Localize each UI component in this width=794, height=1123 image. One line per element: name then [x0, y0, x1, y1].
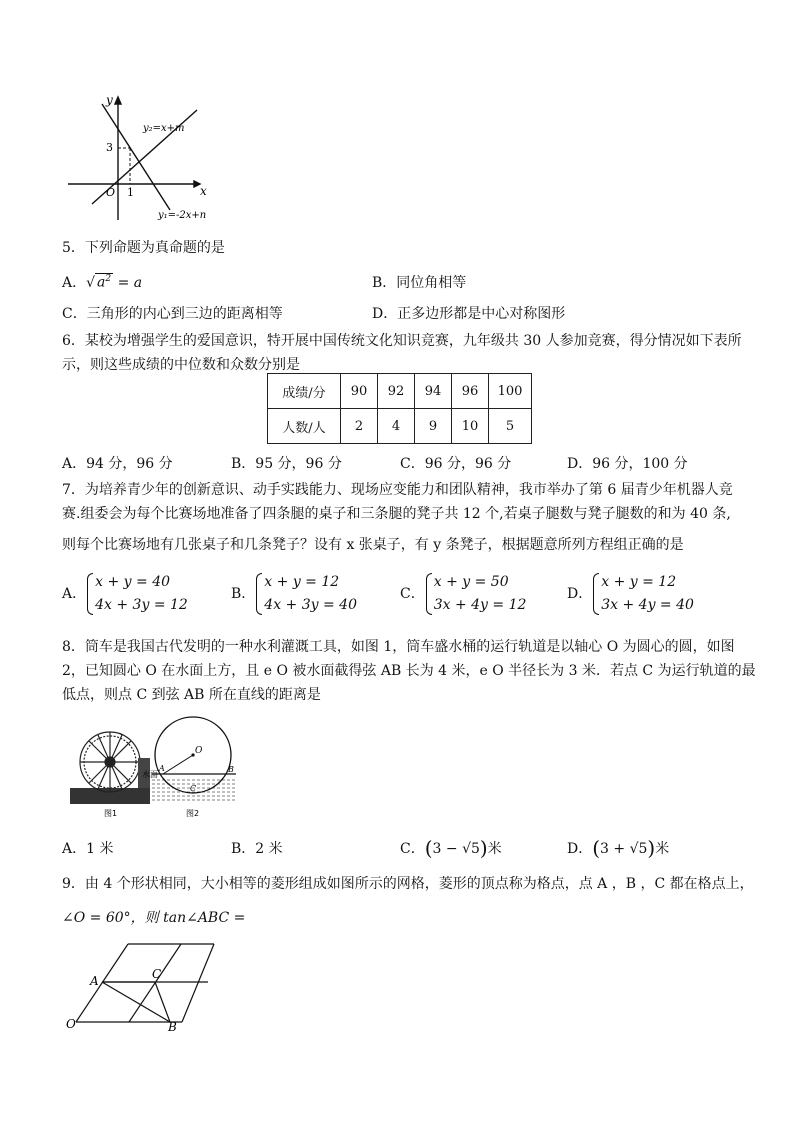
q5-option-b[interactable]: B．同位角相等 — [372, 275, 467, 291]
segment-CB — [155, 982, 170, 1022]
q8-option-a[interactable]: A．1 米 — [62, 841, 114, 857]
equation-system: x + y = 50 3x + 4y = 12 — [425, 571, 527, 617]
equation-system: x + y = 12 3x + 4y = 40 — [592, 571, 694, 617]
option-label: A． — [62, 275, 87, 291]
q9-line2: ∠O = 60°，则 tan∠ABC = — [62, 910, 246, 926]
q5-option-a[interactable]: A．√ $a^2 = a$ — [62, 274, 143, 291]
q9-rhombus-grid — [62, 940, 222, 1032]
table-cell: 94 — [415, 374, 452, 409]
q5-option-c[interactable]: C．三角形的内心到三边的距离相等 — [62, 306, 283, 322]
y-axis-label: y — [106, 93, 113, 107]
option-label: D． — [567, 586, 593, 602]
q6-option-b[interactable]: B．95 分，96 分 — [231, 456, 342, 472]
sqrt-radicand: $a^2$ — [97, 274, 112, 291]
q7-option-d[interactable] — [567, 571, 694, 617]
q7-line1: 7．为培养青少年的创新意识、动手实践能力、现场应变能力和团队精神，我市举办了第 6 届青少年机器人竞 — [62, 482, 733, 498]
q5-stem: 5．下列命题为真命题的是 — [62, 240, 225, 256]
table-header: 成绩/分 — [268, 374, 341, 409]
q6-line2: 示，则这些成绩的中位数和众数分别是 — [62, 357, 300, 373]
q8-line1: 8．筒车是我国古代发明的一种水利灌溉工具，如图 1，筒车盛水桶的运行轨道是以轴心 O 为圆心的圆，如图 — [62, 639, 735, 655]
q8-option-c[interactable]: C．(3 − √5)米 — [400, 836, 502, 860]
q4-line-graph — [62, 92, 222, 222]
table-header: 人数/人 — [268, 409, 341, 444]
table-row — [268, 374, 532, 409]
table-cell: 92 — [378, 374, 415, 409]
q8-option-b[interactable]: B．2 米 — [231, 841, 283, 857]
x-axis-label: x — [200, 184, 207, 198]
radius-OA — [163, 755, 193, 774]
table-cell: 2 — [341, 409, 378, 444]
q8-figures — [68, 710, 248, 822]
q6-line1: 6．某校为增强学生的爱国意识，特开展中国传统文化知识竞赛，九年级共 30 人参加竞赛，得分情况如下表所 — [62, 333, 742, 349]
q8-line2: 2，已知圆心 O 在水面上方，且 e O 被水面截得弦 AB 长为 4 米，e O 半径长为 3 米．若点 C 为运行轨道的最 — [62, 663, 756, 679]
label-C: C — [190, 784, 197, 793]
option-label: A． — [62, 586, 87, 602]
label-B: B — [168, 1020, 177, 1032]
y2-label: y₂=x+m — [143, 123, 185, 134]
q7-line3: 则每个比赛场地有几张桌子和几条凳子？设有 x 张桌子，有 y 条凳子，根据题意所列方程组正确的是 — [62, 537, 684, 553]
table-cell: 100 — [489, 374, 532, 409]
q7-option-b[interactable] — [231, 571, 357, 617]
tick-3: 3 — [106, 141, 113, 154]
label-B: B — [228, 765, 234, 774]
q6-option-d[interactable]: D．96 分，100 分 — [567, 456, 688, 472]
table-cell: 4 — [378, 409, 415, 444]
label-A: A — [159, 764, 165, 773]
table-cell: 96 — [452, 374, 489, 409]
equation-system: x + y = 12 4x + 3y = 40 — [255, 571, 357, 617]
origin-label: O — [106, 186, 116, 199]
y1-label: y₁=-2x+n — [158, 210, 207, 221]
q6-score-table — [267, 373, 532, 444]
q8-line3: 低点，则点 C 到弦 AB 所在直线的距离是 — [62, 687, 321, 703]
table-row — [268, 409, 532, 444]
q7-line2: 赛.组委会为每个比赛场地准备了四条腿的桌子和三条腿的凳子共 12 个,若桌子腿数与凳子腿数的和为 40 条, — [62, 506, 731, 522]
fig1-water-wheel — [80, 732, 140, 792]
table-cell: 90 — [341, 374, 378, 409]
q7-option-c[interactable] — [400, 571, 526, 617]
expression: 3 + √5 — [600, 841, 648, 857]
expression: 3 − √5 — [432, 841, 480, 857]
segment-AB — [102, 982, 170, 1022]
q7-option-a[interactable] — [62, 571, 188, 617]
label-A: A — [90, 974, 99, 988]
q5-option-d[interactable]: D．正多边形都是中心对称图形 — [372, 306, 566, 322]
option-label: B． — [231, 586, 256, 602]
label-O: O — [195, 746, 203, 756]
option-label: C． — [400, 841, 425, 857]
tick-1: 1 — [127, 186, 134, 199]
unit: 米 — [655, 841, 670, 857]
fig1-caption: 图1 — [104, 809, 118, 818]
option-label: D． — [567, 841, 593, 857]
q8-option-d[interactable]: D．(3 + √5)米 — [567, 836, 670, 860]
q9-line1: 9．由 4 个形状相同，大小相等的菱形组成如图所示的网格，菱形的顶点称为格点，点 A ，B ，C 都在格点上， — [62, 876, 754, 892]
water-label: 水面 — [142, 770, 158, 779]
y-axis-arrow — [115, 97, 121, 104]
fig2-caption: 图2 — [186, 809, 200, 818]
equation-system: x + y = 40 4x + 3y = 12 — [86, 571, 188, 617]
table-cell: 9 — [415, 409, 452, 444]
rhs: = a — [117, 275, 143, 291]
option-label: C． — [400, 586, 425, 602]
label-O: O — [66, 1017, 76, 1031]
q6-option-a[interactable]: A．94 分，96 分 — [62, 456, 173, 472]
table-cell: 10 — [452, 409, 489, 444]
table-cell: 5 — [489, 409, 532, 444]
unit: 米 — [487, 841, 502, 857]
label-C: C — [152, 967, 162, 981]
q6-option-c[interactable]: C．96 分，96 分 — [400, 456, 512, 472]
